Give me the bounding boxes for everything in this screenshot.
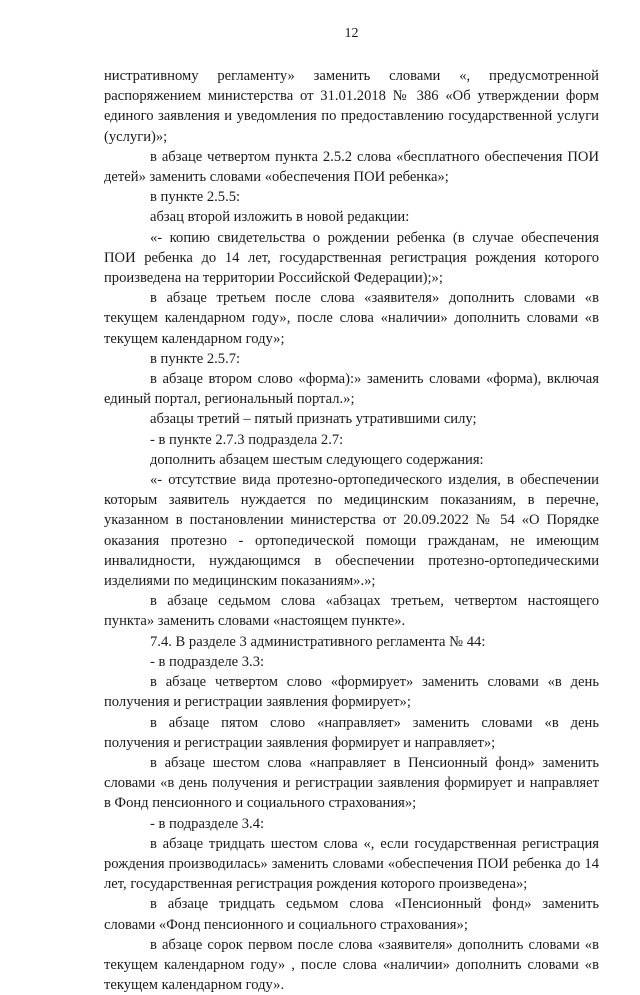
- paragraph-2: в абзаце четвертом пункта 2.5.2 слова «бесплатного обеспечения ПОИ детей» заменить словами «обеспечения ПОИ ребенка»;: [104, 148, 599, 186]
- paragraph-14: 7.4. В разделе 3 административного регламента № 44:: [150, 633, 486, 650]
- paragraph-10: - в пункте 2.7.3 подраздела 2.7:: [150, 431, 344, 448]
- paragraph-18: в абзаце шестом слова «направляет в Пенсионный фонд» заменить словами «в день получения и регистрации заявления формирует и направляет в Фонд пенсионного и социального страхования»;: [104, 754, 599, 812]
- paragraph-3: в пункте 2.5.5:: [150, 189, 241, 206]
- paragraph-6: в абзаце третьем после слова «заявителя» дополнить словами «в текущем календарном году», после слова «наличии» дополнить словами «в текущем календарном году»;: [104, 290, 599, 347]
- paragraph-12: «- отсутствие вида протезно-ортопедического изделия, в обеспечении которым заявитель нуждается по медицинским показаниям, в перечне, указанном в постановлении министерства от 20.09.2022 № 54 «О Порядке оказания протезно - ортопедической помощи гражданам, не имеющим инвалидности, нуждающимся в обеспечении протезно-ортопедическими изделиями по медицинским показаниям».»;: [104, 472, 599, 590]
- page-number: 12: [344, 26, 359, 41]
- document-body: [104, 66, 599, 995]
- paragraph-7: в пункте 2.5.7:: [150, 350, 241, 367]
- paragraph-13: в абзаце седьмом слова «абзацах третьем, четвертом настоящего пункта» заменить словами «настоящем пункте».: [104, 593, 599, 630]
- paragraph-22: в абзаце сорок первом после слова «заявителя» дополнить словами «в текущем календарном году» , после слова «наличии» дополнить словами «в текущем календарном году».: [104, 936, 599, 994]
- paragraph-16: в абзаце четвертом слово «формирует» заменить словами «в день получения и регистрации заявления формирует»;: [104, 674, 599, 711]
- paragraph-4: абзац второй изложить в новой редакции:: [150, 209, 410, 226]
- paragraph-5: «- копию свидетельства о рождении ребенка (в случае обеспечения ПОИ ребенка до 14 лет, государственная регистрация рождения которого произведена на территории Российской Федерации);»;: [104, 229, 599, 287]
- paragraph-1: нистративному регламенту» заменить словами «, предусмотренной распоряжением министерства от 31.01.2018 № 386 «Об утверждении форм единого заявления и уведомления по предоставлению государственной услуги (услуги)»;: [104, 68, 599, 145]
- paragraph-21: в абзаце тридцать седьмом слова «Пенсионный фонд» заменить словами «Фонд пенсионного и социального страхования»;: [104, 896, 599, 933]
- paragraph-17: в абзаце пятом слово «направляет» заменить словами «в день получения и регистрации заявления формирует и направляет»;: [104, 714, 599, 751]
- paragraph-15: - в подразделе 3.3:: [150, 653, 265, 670]
- paragraph-11: дополнить абзацем шестым следующего содержания:: [150, 451, 484, 468]
- paragraph-9: абзацы третий – пятый признать утратившими силу;: [150, 411, 477, 428]
- paragraph-20: в абзаце тридцать шестом слова «, если государственная регистрация рождения производилась» заменить словами «обеспечения ПОИ ребенка до 14 лет, государственная регистрация рождения которого произведена»;: [104, 835, 599, 893]
- paragraph-8: в абзаце втором слово «форма):» заменить словами «форма), включая единый портал, региональный портал.»;: [104, 371, 599, 408]
- paragraph-19: - в подразделе 3.4:: [150, 815, 265, 832]
